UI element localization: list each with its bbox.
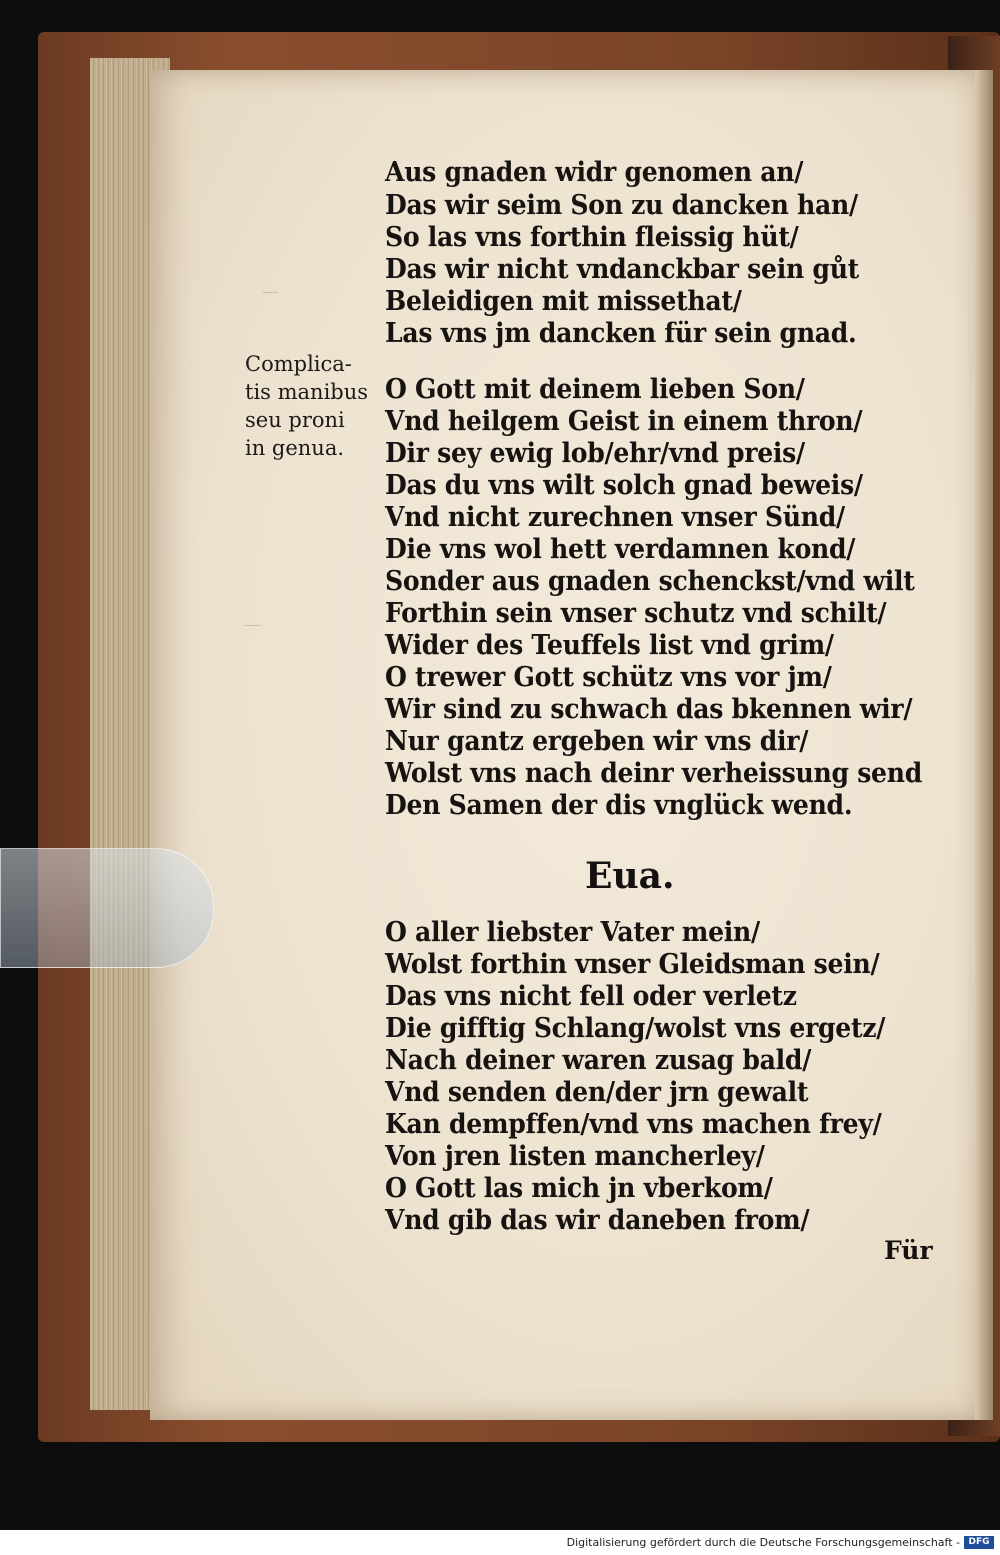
verse-line: Wider des Teuffels list vnd grim/ (385, 630, 834, 661)
verse-line: Das wir nicht vndanckbar sein gůt (385, 254, 860, 285)
verse-line: Dir sey ewig lob/ehr/vnd preis/ (385, 438, 805, 469)
verse-line: Die gifftig Schlang/wolst vns ergetz/ (385, 1013, 886, 1044)
verse-line: Las vns jm dancken für sein gnad. (385, 318, 857, 349)
footer-bar (0, 1530, 1000, 1555)
speaker-heading: Eua. (585, 855, 675, 897)
funding-credit: Digitalisierung gefördert durch die Deutsche Forschungsgemeinschaft - (566, 1536, 960, 1549)
verse-line: Nach deiner waren zusag bald/ (385, 1045, 812, 1076)
marginal-line: tis manibus (245, 380, 369, 404)
verse-line: Forthin sein vnser schutz vnd schilt/ (385, 598, 887, 629)
verse-line: O aller liebster Vater mein/ (385, 917, 760, 948)
verse-line: O Gott las mich jn vberkom/ (385, 1173, 773, 1204)
verse-line: So las vns forthin fleissig hüt/ (385, 222, 799, 253)
marginal-line: seu proni (245, 408, 345, 432)
verse-line: Vnd heilgem Geist in einem thron/ (385, 406, 863, 437)
clear-bookmark-tab (0, 848, 214, 968)
verse-line: Wir sind zu schwach das bkennen wir/ (385, 694, 913, 725)
verse-line: Vnd gib das wir daneben from/ (385, 1205, 810, 1236)
verse-line: Vnd nicht zurechnen vnser Sünd/ (385, 502, 845, 533)
marginal-rubric (245, 350, 368, 462)
marginal-line: Complica- (245, 352, 352, 376)
facing-page-edge (975, 70, 993, 1420)
verse-line: Von jren listen mancherley/ (385, 1141, 765, 1172)
verse-line: Den Samen der dis vnglück wend. (385, 790, 853, 821)
verse-line: Die vns wol hett verdamnen kond/ (385, 534, 856, 565)
verse-line: O trewer Gott schütz vns vor jm/ (385, 662, 832, 693)
bleed-through-mark: — (244, 615, 261, 635)
verse-line: Wolst forthin vnser Gleidsman sein/ (385, 949, 880, 980)
verse-line: O Gott mit deinem lieben Son/ (385, 374, 805, 405)
verse-line: Aus gnaden widr genomen an/ (385, 157, 804, 188)
verse-line: Vnd senden den/der jrn gewalt (385, 1077, 809, 1108)
verse-line: Beleidigen mit missethat/ (385, 286, 742, 317)
catchword: Für (884, 1236, 933, 1265)
verse-line: Wolst vns nach deinr verheissung send (385, 758, 923, 789)
verse-line: Sonder aus gnaden schenckst/vnd wilt (385, 566, 915, 597)
verse-line: Das wir seim Son zu dancken han/ (385, 190, 858, 221)
verse-line: Kan dempffen/vnd vns machen frey/ (385, 1109, 882, 1140)
verse-line: Nur gantz ergeben wir vns dir/ (385, 726, 809, 757)
verse-line: Das du vns wilt solch gnad beweis/ (385, 470, 863, 501)
dfg-logo: DFG (964, 1536, 994, 1549)
marginal-line: in genua. (245, 436, 345, 460)
verse-line: Das vns nicht fell oder verletz (385, 981, 797, 1012)
bleed-through-mark: — (262, 282, 279, 302)
